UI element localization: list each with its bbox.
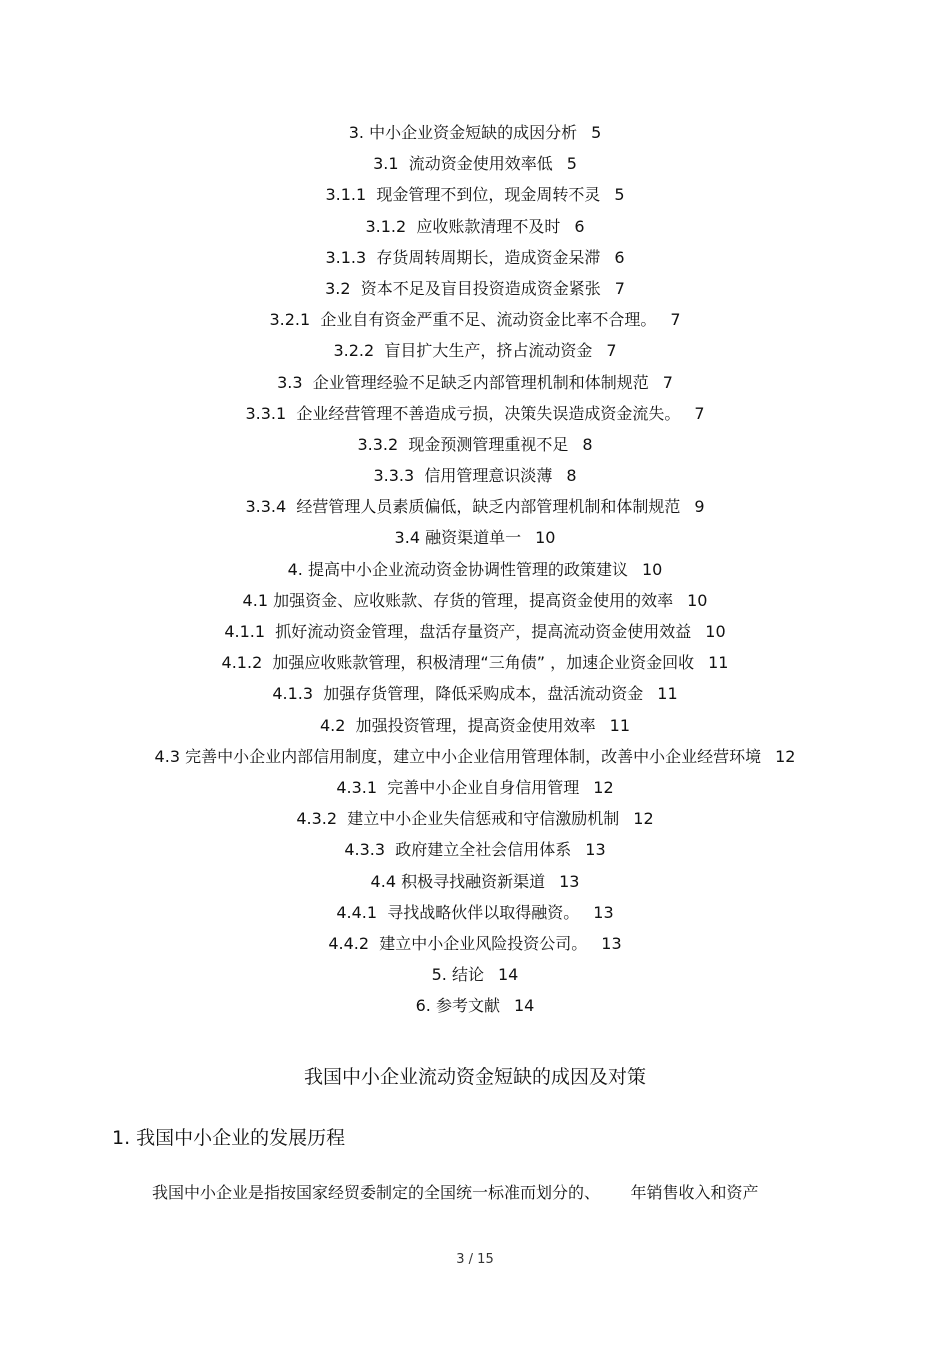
toc-entry-page: 8 — [566, 466, 577, 486]
toc-entry[interactable] — [0, 148, 950, 179]
toc-entry[interactable] — [0, 335, 950, 366]
toc-entry-title: 应收账款清理不及时 — [416, 216, 561, 236]
toc-entry-number: 3.3.1 — [245, 403, 297, 423]
toc-entry-title: 建立中小企业失信惩戒和守信激励机制 — [347, 809, 620, 829]
toc-entry[interactable] — [0, 616, 950, 647]
toc-entry[interactable] — [0, 522, 950, 553]
toc-entry-number: 4.1.3 — [272, 684, 324, 704]
toc-entry[interactable] — [0, 803, 950, 834]
toc-entry[interactable] — [0, 304, 950, 335]
toc-entry-title: 资本不足及盲目投资造成资金紧张 — [360, 278, 601, 298]
toc-entry-page: 13 — [585, 840, 606, 860]
toc-entry-number: 6. — [415, 996, 436, 1016]
toc-entry-page: 12 — [775, 746, 796, 766]
toc-entry-title: 结论 — [451, 965, 484, 985]
toc-entry-number: 4.1.2 — [221, 653, 273, 673]
toc-entry[interactable] — [0, 647, 950, 678]
toc-entry-title: 抓好流动资金管理，盘活存量资产，提高流动资金使用效益 — [275, 622, 692, 641]
toc-entry[interactable] — [0, 491, 950, 522]
body-paragraph: 我国中小企业是指按国家经贸委制定的全国统一标准而划分的、 年销售收入和资产 — [152, 1183, 759, 1202]
toc-entry[interactable] — [0, 367, 950, 398]
toc-entry-title: 政府建立全社会信用体系 — [395, 840, 572, 860]
toc-entry-number: 4.1 — [242, 590, 274, 610]
toc-entry[interactable] — [0, 959, 950, 990]
toc-entry-number: 3.1.3 — [325, 247, 377, 267]
toc-entry-number: 3.1.1 — [325, 185, 377, 205]
toc-entry-number: 4.1.1 — [224, 622, 276, 641]
toc-entry-number: 4.3.3 — [344, 840, 396, 860]
toc-entry-number: 4.3.2 — [296, 809, 348, 829]
toc-entry[interactable] — [0, 398, 950, 429]
toc-entry-title: 完善中小企业内部信用制度，建立中小企业信用管理体制，改善中小企业经营环境 — [185, 746, 762, 766]
toc-entry[interactable] — [0, 585, 950, 616]
toc-entry[interactable] — [0, 834, 950, 865]
toc-entry-title: 加强存货管理，降低采购成本，盘活流动资金 — [323, 684, 644, 704]
toc-entry-page: 14 — [514, 996, 535, 1016]
toc-entry-number: 4.4.2 — [328, 933, 380, 953]
toc-entry-title: 加强资金、应收账款、存货的管理，提高资金使用的效率 — [273, 590, 674, 610]
toc-entry-page: 7 — [606, 341, 617, 361]
toc-entry-page: 13 — [559, 871, 580, 891]
toc-entry-page: 10 — [642, 559, 663, 579]
toc-entry-page: 7 — [670, 310, 681, 330]
toc-entry-number: 3. — [348, 123, 370, 142]
toc-entry-page: 6 — [614, 247, 625, 267]
toc-entry-page: 13 — [593, 902, 614, 922]
toc-entry[interactable] — [0, 990, 950, 1021]
toc-entry-page: 11 — [657, 684, 678, 704]
toc-entry-title: 经营管理人员素质偏低，缺乏内部管理机制和体制规范 — [296, 497, 681, 517]
toc-entry-page: 5 — [566, 154, 577, 174]
toc-entry-title: 提高中小企业流动资金协调性管理的政策建议 — [307, 559, 628, 579]
toc-entry-title: 企业自有资金严重不足、流动资金比率不合理。 — [320, 310, 657, 330]
toc-entry-title: 盲目扩大生产，挤占流动资金 — [384, 341, 593, 361]
toc-entry-page: 7 — [614, 278, 625, 298]
toc-entry-page: 6 — [574, 216, 585, 236]
toc-entry[interactable] — [0, 710, 950, 741]
toc-entry-number: 4.2 — [320, 715, 356, 735]
toc-entry-page: 13 — [601, 933, 622, 953]
toc-entry-number: 5. — [431, 965, 452, 985]
toc-entry[interactable] — [0, 273, 950, 304]
toc-entry-title: 融资渠道单一 — [425, 528, 522, 548]
toc-entry-title: 企业经营管理不善造成亏损，决策失误造成资金流失。 — [296, 403, 681, 423]
toc-entry-page: 8 — [582, 434, 593, 454]
toc-entry-page: 5 — [591, 123, 602, 142]
toc-entry-number: 4.4.1 — [336, 902, 388, 922]
toc-entry-title: 中小企业资金短缺的成因分析 — [369, 123, 578, 142]
toc-entry-page: 12 — [633, 809, 654, 829]
toc-entry-title: 存货周转周期长，造成资金呆滞 — [376, 247, 601, 267]
toc-entry-title: 加强应收账款管理，积极清理“三角债” ，加速企业资金回收 — [272, 653, 695, 673]
toc-entry-page: 7 — [694, 403, 705, 423]
toc-entry[interactable] — [0, 772, 950, 803]
toc-entry[interactable] — [0, 429, 950, 460]
toc-entry-title: 现金预测管理重视不足 — [408, 434, 569, 454]
toc-entry[interactable] — [0, 741, 950, 772]
toc-entry[interactable] — [0, 678, 950, 709]
toc-entry[interactable] — [0, 928, 950, 959]
toc-entry-number: 3.3.4 — [245, 497, 297, 517]
document-title: 我国中小企业流动资金短缺的成因及对策 — [303, 1066, 646, 1088]
toc-entry-title: 建立中小企业风险投资公司。 — [379, 933, 588, 953]
toc-entry-title: 信用管理意识淡薄 — [424, 466, 553, 486]
toc-entry[interactable] — [0, 866, 950, 897]
toc-entry-page: 5 — [614, 185, 625, 205]
toc-entry-number: 3.3.2 — [357, 434, 409, 454]
toc-entry[interactable] — [0, 117, 950, 148]
toc-entry-number: 4.3 — [154, 746, 186, 766]
toc-entry-page: 7 — [662, 372, 673, 392]
toc-entry[interactable] — [0, 211, 950, 242]
toc-entry-title: 积极寻找融资新渠道 — [401, 871, 546, 891]
toc-entry-number: 3.2.1 — [269, 310, 321, 330]
toc-entry-page: 9 — [694, 497, 705, 517]
toc-entry-title: 企业管理经验不足缺乏内部管理机制和体制规范 — [312, 372, 649, 392]
table-of-contents — [0, 117, 950, 1021]
toc-entry-number: 3.4 — [394, 528, 426, 548]
toc-entry[interactable] — [0, 897, 950, 928]
toc-entry[interactable] — [0, 242, 950, 273]
toc-entry-number: 3.3 — [277, 372, 313, 392]
toc-entry-page: 10 — [535, 528, 556, 548]
toc-entry-page: 12 — [593, 777, 614, 797]
toc-entry-title: 参考文献 — [435, 996, 500, 1016]
toc-entry-title: 现金管理不到位，现金周转不灵 — [376, 185, 601, 205]
toc-entry[interactable] — [0, 554, 950, 585]
toc-entry-number: 3.1 — [373, 154, 409, 174]
toc-entry-page: 11 — [708, 653, 729, 673]
toc-entry-title: 完善中小企业自身信用管理 — [387, 777, 580, 797]
toc-entry-number: 4. — [287, 559, 308, 579]
toc-entry-number: 3.2 — [325, 278, 361, 298]
toc-entry-number: 3.1.2 — [365, 216, 417, 236]
toc-entry[interactable] — [0, 179, 950, 210]
toc-entry-number: 3.3.3 — [373, 466, 425, 486]
toc-entry-page: 10 — [705, 622, 726, 641]
toc-entry[interactable] — [0, 460, 950, 491]
toc-entry-title: 流动资金使用效率低 — [408, 154, 553, 174]
toc-entry-title: 寻找战略伙伴以取得融资。 — [387, 902, 580, 922]
toc-entry-page: 11 — [609, 715, 630, 735]
section-heading: 1. 我国中小企业的发展历程 — [112, 1127, 346, 1149]
toc-entry-number: 4.4 — [370, 871, 402, 891]
toc-entry-number: 3.2.2 — [333, 341, 385, 361]
page-number: 3 / 15 — [456, 1252, 494, 1267]
toc-entry-page: 10 — [687, 590, 708, 610]
toc-entry-page: 14 — [498, 965, 519, 985]
toc-entry-number: 4.3.1 — [336, 777, 388, 797]
toc-entry-title: 加强投资管理，提高资金使用效率 — [355, 715, 596, 735]
